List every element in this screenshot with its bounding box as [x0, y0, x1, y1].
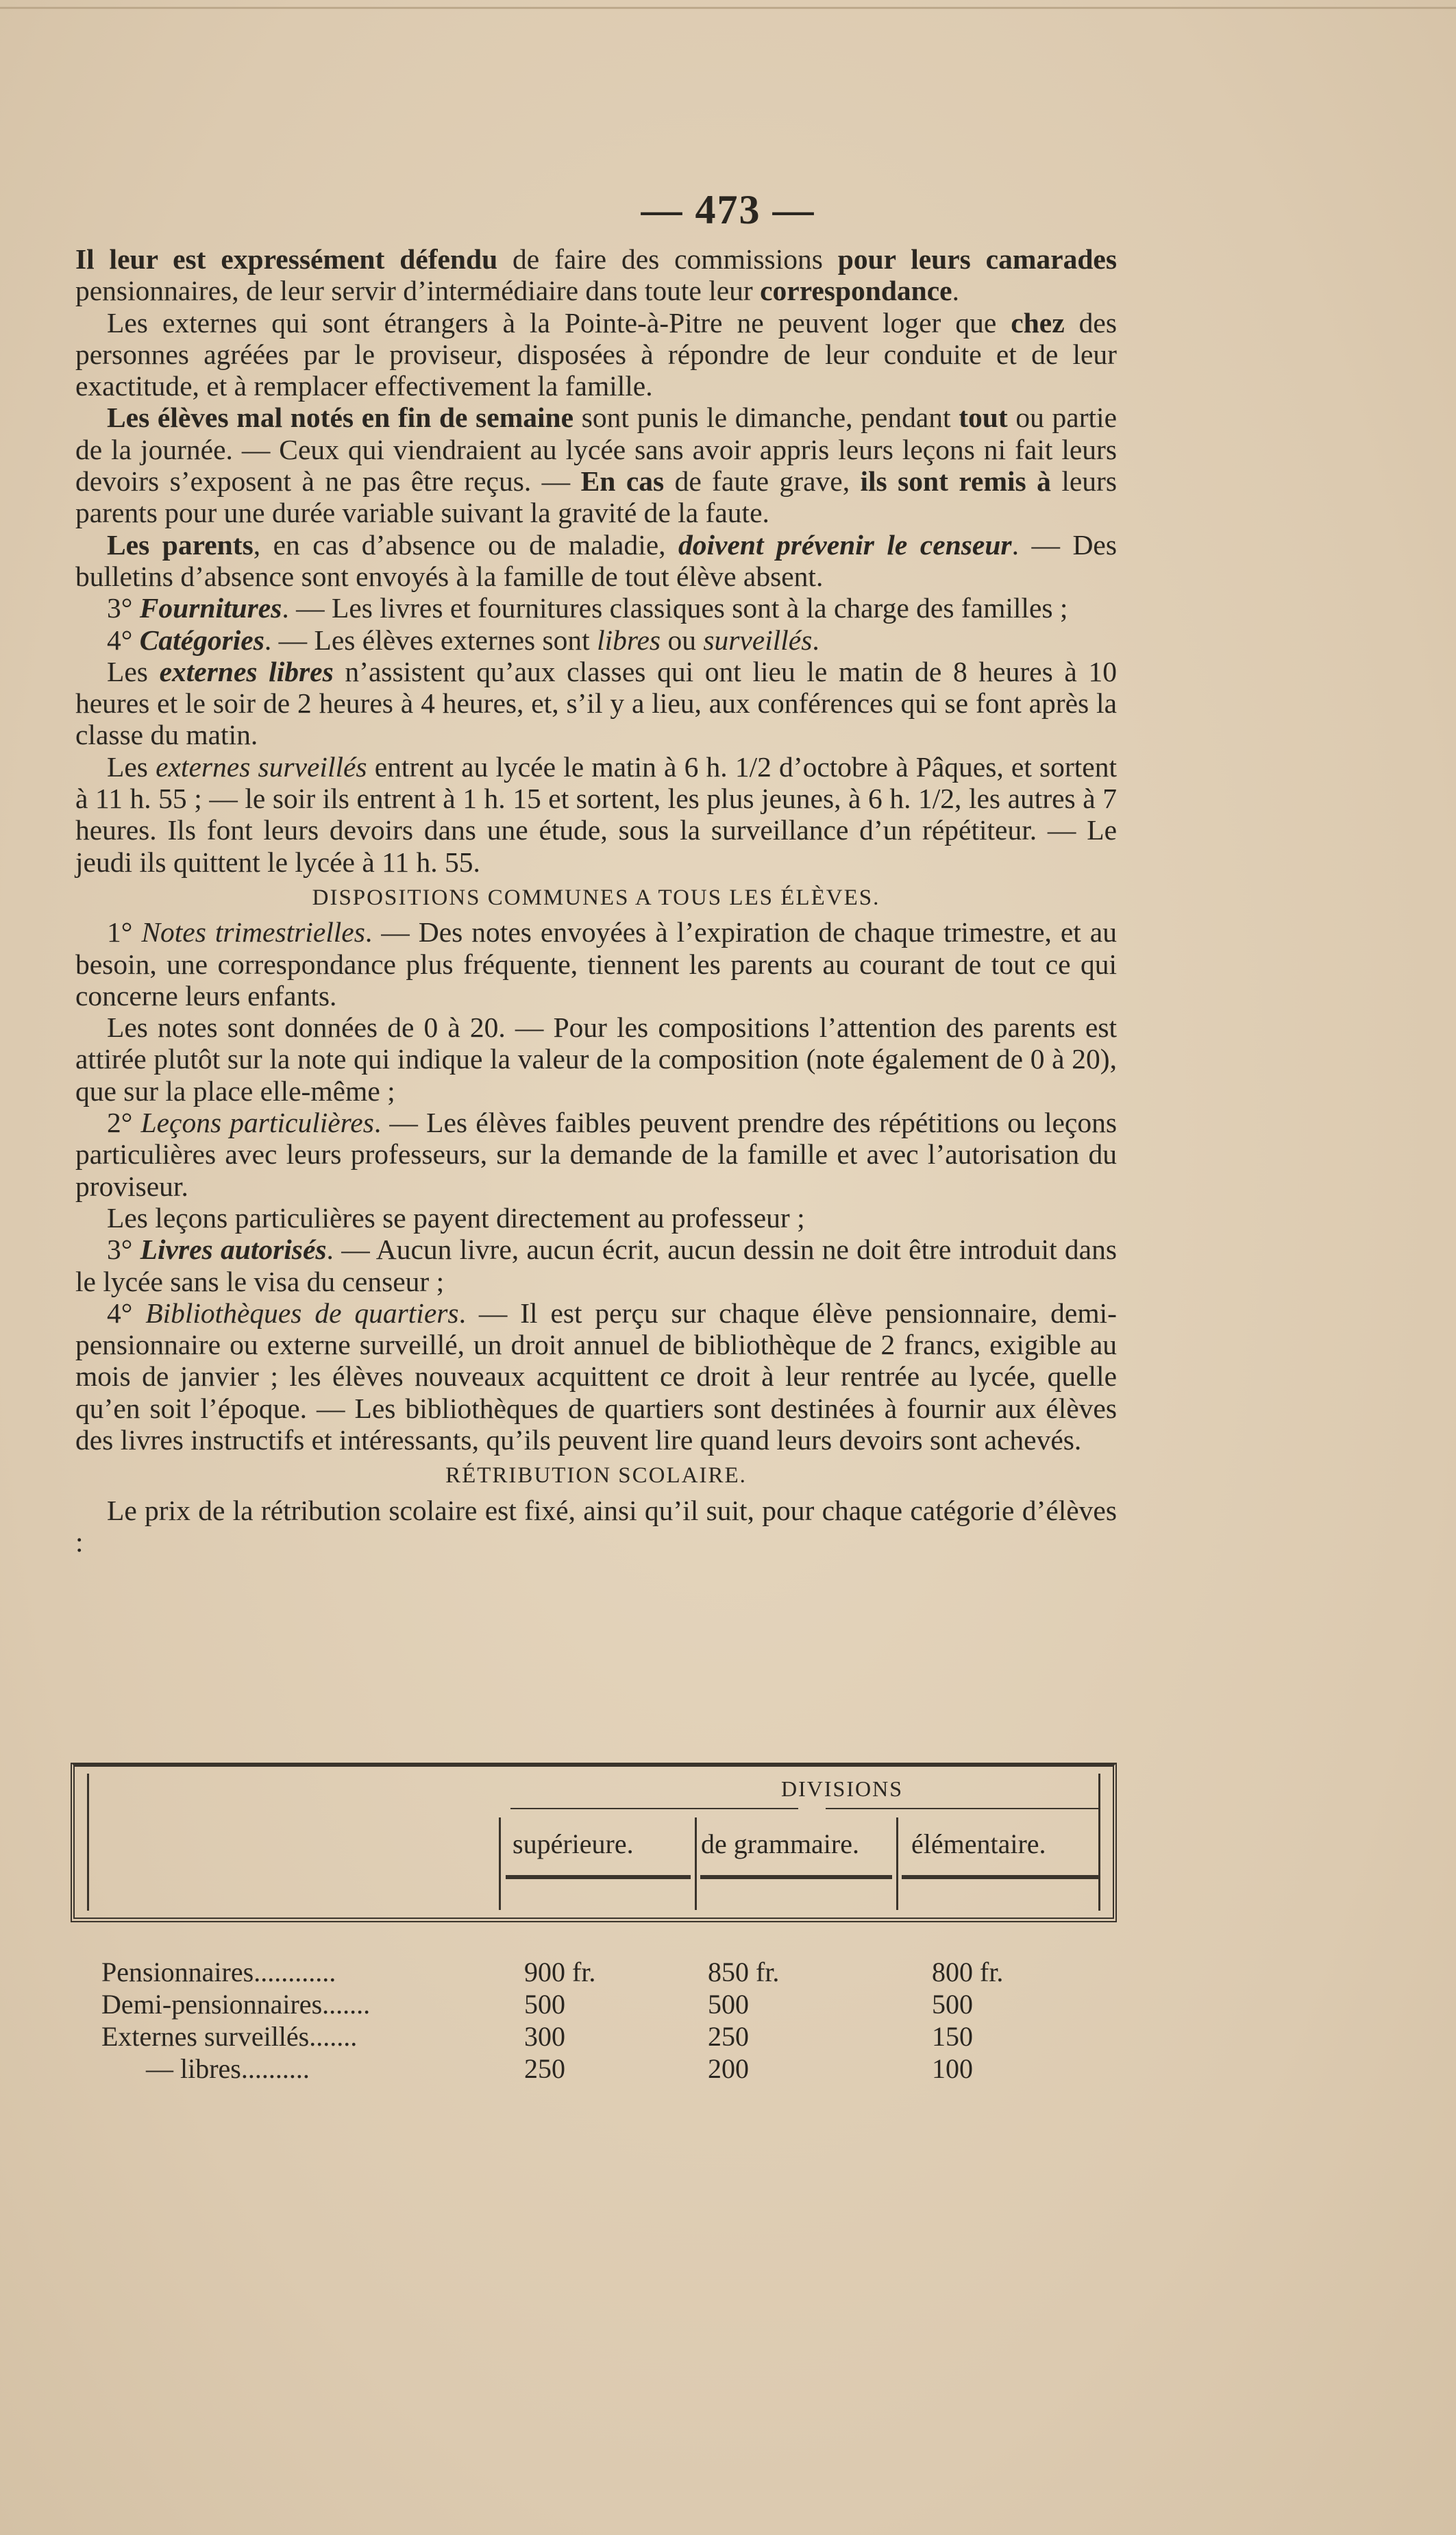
- column-divider: [499, 1817, 501, 1910]
- text-run: correspondance: [760, 275, 952, 307]
- paragraph: [75, 1297, 1117, 1456]
- text-run: Le prix de la rétribution scolaire est fixé, ainsi qu’il suit, pour chaque catégorie d’élèves :: [75, 1494, 1117, 1558]
- table-cell: 500: [708, 1989, 749, 2020]
- text-run: Les leçons particulières se payent directement au professeur ;: [107, 1201, 805, 1234]
- table-cell: 250: [708, 2021, 749, 2052]
- paragraph: [75, 751, 1117, 878]
- paragraph: [75, 1012, 1117, 1107]
- text-run: pensionnaires, de leur servir d’intermédiaire dans toute leur: [75, 275, 761, 307]
- paragraph: [75, 1234, 1117, 1297]
- column-divider: [695, 1817, 697, 1910]
- table-cell: 100: [932, 2053, 973, 2084]
- text-run: chez: [1011, 306, 1065, 339]
- divisions-header: DIVISIONS: [781, 1776, 903, 1801]
- page-number: — 473 —: [641, 187, 815, 232]
- paragraph: [75, 243, 1117, 307]
- header-brace-left: [510, 1808, 798, 1809]
- table-inner-frame: [87, 1774, 1100, 1911]
- text-run: . — Des bulletins d’absence sont envoyés à la famille de tout élève absent.: [75, 528, 1117, 592]
- text-run: ou partie de la journée. — Ceux qui viendraient au lycée sans avoir appris leurs leçons ni fait leurs devoirs s’exposent à ne pas être reçus. —: [75, 402, 1118, 498]
- paragraph: [75, 1495, 1117, 1558]
- text-run: Fournitures: [139, 592, 282, 624]
- text-run: tout: [959, 402, 1008, 434]
- text-run: entrent au lycée le matin à 6 h. 1/2 d’octobre à Pâques, et sortent à 11 h. 55 ; — le soir ils entrent à 1 h. 15 et sortent, les plus jeunes, à 6 h. 1/2, les autres à 7 heures. Ils font leurs devoirs dans une étude, sous la surveillance d’un répétiteur. — Le jeudi ils quittent le lycée à 11 h. 55.: [75, 750, 1117, 878]
- paragraph: [75, 402, 1117, 528]
- text-run: Les élèves mal notés en fin de semaine: [107, 402, 574, 434]
- paragraph: [75, 307, 1117, 402]
- paragraph: [75, 624, 1117, 656]
- text-run: sont punis le dimanche, pendant: [573, 402, 959, 434]
- text-run: externes surveillés: [156, 750, 367, 783]
- table-cell: 800 fr.: [932, 1957, 1004, 1987]
- top-edge-rule: [0, 7, 1456, 9]
- text-run: 4°: [107, 624, 140, 656]
- text-run: Les externes qui sont étrangers à la Pointe-à-Pitre ne peuvent loger que: [107, 306, 1011, 339]
- text-run: 3°: [107, 592, 140, 624]
- text-run: Bibliothèques de quartiers: [145, 1297, 459, 1329]
- text-run: 2°: [107, 1107, 141, 1139]
- row-label: — libres..........: [146, 2053, 310, 2084]
- column-divider: [896, 1817, 898, 1910]
- text-run: . — Aucun livre, aucun écrit, aucun dessin ne doit être introduit dans le lycée sans le visa du censeur ;: [75, 1234, 1117, 1297]
- column-header: élémentaire.: [911, 1828, 1046, 1859]
- table-cell: 150: [932, 2021, 973, 2052]
- text-run: des personnes agréées par le proviseur, disposées à répondre de leur conduite et de leur exactitude, et à remplacer effectivement la famille.: [75, 306, 1117, 402]
- text-run: libres: [597, 624, 661, 656]
- table-cell: 500: [932, 1989, 973, 2020]
- text-run: n’assistent qu’aux classes qui ont lieu le matin de 8 heures à 10 heures et le soir de 2 heures à 4 heures, et, s’il y a lieu, aux conférences qui se font après la classe du matin.: [75, 655, 1118, 751]
- text-run: Les: [107, 750, 156, 783]
- section-heading: [75, 1460, 1117, 1491]
- text-run: ou: [661, 624, 704, 656]
- header-underline: [902, 1875, 1100, 1879]
- text-run: Les parents: [107, 528, 254, 561]
- text-run: 4°: [107, 1297, 146, 1329]
- text-run: 3°: [107, 1234, 140, 1266]
- body-text: [75, 243, 1117, 1558]
- column-header: de grammaire.: [701, 1828, 859, 1859]
- row-label: Demi-pensionnaires.......: [101, 1989, 371, 2020]
- table-cell: 200: [708, 2053, 749, 2084]
- row-label: Pensionnaires............: [101, 1957, 336, 1987]
- paragraph: [75, 592, 1117, 624]
- column-header: supérieure.: [513, 1828, 634, 1859]
- text-run: . — Il est perçu sur chaque élève pensionnaire, demi-pensionnaire ou externe surveillé, un droit annuel de bibliothèque de 2 francs, exigible au mois de janvier ; les élèves nouveaux acquittent ce droit à leur rentrée au lycée, quelle qu’en soit l’époque. — Les bibliothèques de quartiers sont destinées à fournir aux élèves des livres instructifs et intéressants, qu’ils peuvent lire quand leurs devoirs sont achevés.: [75, 1297, 1117, 1456]
- text-run: surveillés: [703, 624, 813, 656]
- text-run: DISPOSITIONS COMMUNES A TOUS LES ÉLÈVES.: [312, 885, 880, 910]
- text-run: de faire des commissions: [497, 243, 838, 275]
- text-run: leurs parents pour une durée variable suivant la gravité de la faute.: [75, 465, 1117, 529]
- table-cell: 250: [524, 2053, 565, 2084]
- text-run: Notes trimestrielles: [141, 916, 365, 948]
- text-run: . — Les élèves faibles peuvent prendre des répétitions ou leçons particulières avec leurs professeurs, sur la demande de la famille et avec l’autorisation du proviseur.: [75, 1107, 1117, 1202]
- text-run: Livres autorisés: [140, 1234, 327, 1266]
- table-cell: 300: [524, 2021, 565, 2052]
- row-label: Externes surveillés.......: [101, 2021, 358, 2052]
- text-run: . — Des notes envoyées à l’expiration de chaque trimestre, et au besoin, une correspondance plus fréquente, tiennent les parents au courant de tout ce qui concerne leurs enfants.: [75, 916, 1117, 1012]
- text-run: Les: [107, 655, 160, 687]
- text-run: pour leurs camarades: [837, 243, 1117, 275]
- paragraph: [75, 1107, 1117, 1202]
- tuition-table: [71, 1763, 1117, 1922]
- table-cell: 900 fr.: [524, 1957, 596, 1987]
- text-run: En cas: [580, 465, 665, 498]
- text-run: Les notes sont données de 0 à 20. — Pour les compositions l’attention des parents est attirée plutôt sur la note qui indique la valeur de la composition (note également de 0 à 20), que sur la place elle-même ;: [75, 1012, 1117, 1107]
- text-run: doivent prévenir le censeur: [678, 528, 1012, 561]
- paragraph: [75, 1202, 1117, 1234]
- header-brace-right: [826, 1808, 1100, 1809]
- text-run: Il leur est expressément défendu: [75, 243, 498, 275]
- text-run: .: [952, 275, 959, 307]
- text-run: Leçons particulières: [140, 1107, 374, 1139]
- section-heading: [75, 882, 1117, 914]
- paragraph: [75, 529, 1117, 593]
- text-run: Catégories: [139, 624, 264, 656]
- text-run: . — Les élèves externes sont: [264, 624, 597, 656]
- text-run: ils sont remis à: [860, 465, 1051, 498]
- paragraph: [75, 656, 1117, 751]
- text-run: .: [812, 624, 819, 656]
- text-run: RÉTRIBUTION SCOLAIRE.: [445, 1463, 747, 1489]
- text-run: externes libres: [159, 655, 334, 687]
- table-cell: 850 fr.: [708, 1957, 780, 1987]
- text-run: . — Les livres et fournitures classiques sont à la charge des familles ;: [282, 592, 1068, 624]
- header-underline: [700, 1875, 892, 1879]
- paragraph: [75, 916, 1117, 1012]
- text-run: , en cas d’absence ou de maladie,: [253, 528, 679, 561]
- table-cell: 500: [524, 1989, 565, 2020]
- text-run: de faute grave,: [664, 465, 861, 498]
- header-underline: [506, 1875, 691, 1879]
- text-run: 1°: [107, 916, 142, 948]
